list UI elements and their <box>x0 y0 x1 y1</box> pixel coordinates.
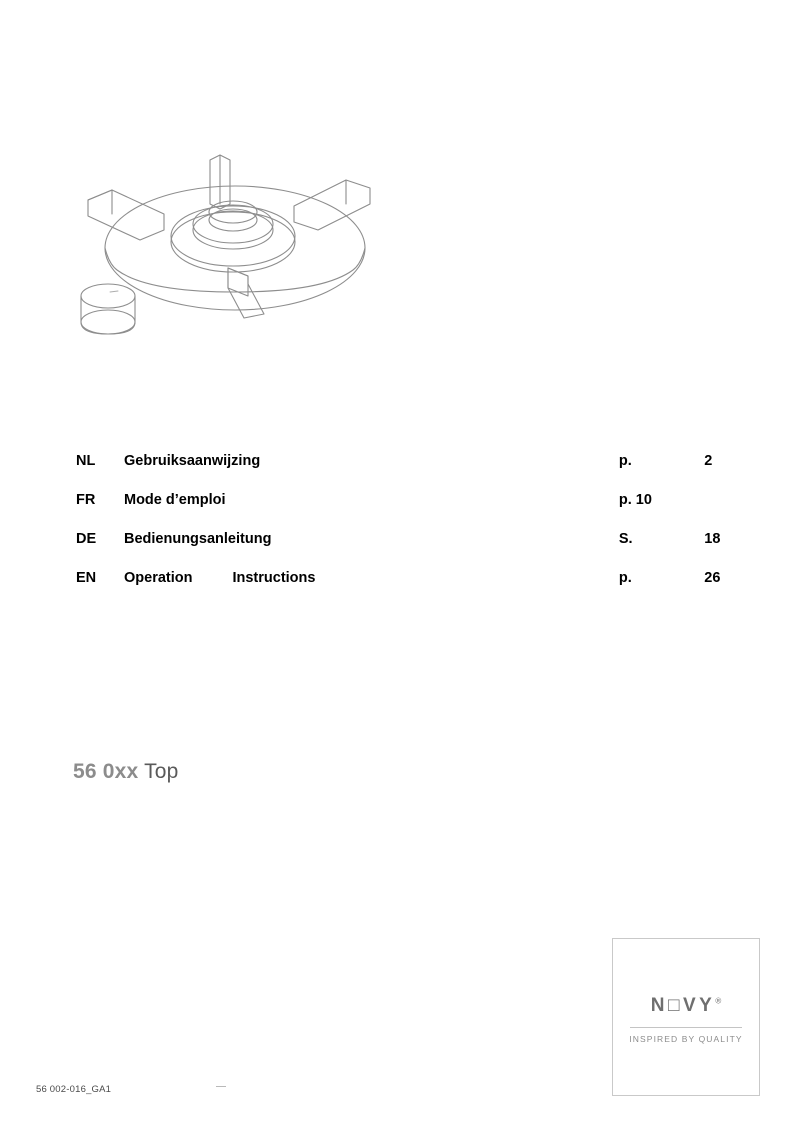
brand-wordmark <box>651 995 721 1017</box>
document-title: Mode d’emploi <box>124 492 226 508</box>
page-number <box>704 481 746 520</box>
page-mark <box>216 1086 226 1087</box>
table-row <box>76 442 746 481</box>
table-row <box>76 520 746 559</box>
page-prefix: p. 10 <box>618 492 652 508</box>
document-code: 56 002-016_GA1 <box>36 1084 112 1095</box>
model-name-text: Top <box>144 760 179 783</box>
language-code: FR <box>76 492 96 508</box>
product-illustration <box>70 100 400 360</box>
page-prefix: p. <box>618 453 632 469</box>
brand-tagline: INSPIRED BY QUALITY <box>629 1034 743 1044</box>
page-number: 18 <box>704 531 721 547</box>
document-title: Bedienungsanleitung <box>124 531 272 547</box>
model-designation <box>73 760 179 784</box>
brand-logo-box <box>612 938 760 1096</box>
table-row <box>76 559 746 598</box>
gas-hob-drawing <box>70 100 400 360</box>
model-code: 56 0xx <box>73 760 139 783</box>
page-prefix: p. <box>618 570 632 586</box>
document-title-main: Operation <box>124 570 193 586</box>
language-code: EN <box>76 570 97 586</box>
language-code: NL <box>76 453 96 469</box>
document-title-sub: Instructions <box>232 570 316 586</box>
logo-divider <box>630 1027 742 1028</box>
page-number: 2 <box>704 453 713 469</box>
brand-wordmark-text: N□VY <box>650 995 716 1016</box>
brand-logo <box>613 995 759 1044</box>
document-title: Gebruiksaanwijzing <box>124 453 261 469</box>
table-row <box>76 481 746 520</box>
page-prefix: S. <box>618 531 633 547</box>
language-page-table <box>76 442 746 598</box>
page-number: 26 <box>704 570 721 586</box>
language-code: DE <box>76 531 97 547</box>
registered-trademark-icon: ® <box>715 996 722 1006</box>
document-title <box>124 559 619 598</box>
